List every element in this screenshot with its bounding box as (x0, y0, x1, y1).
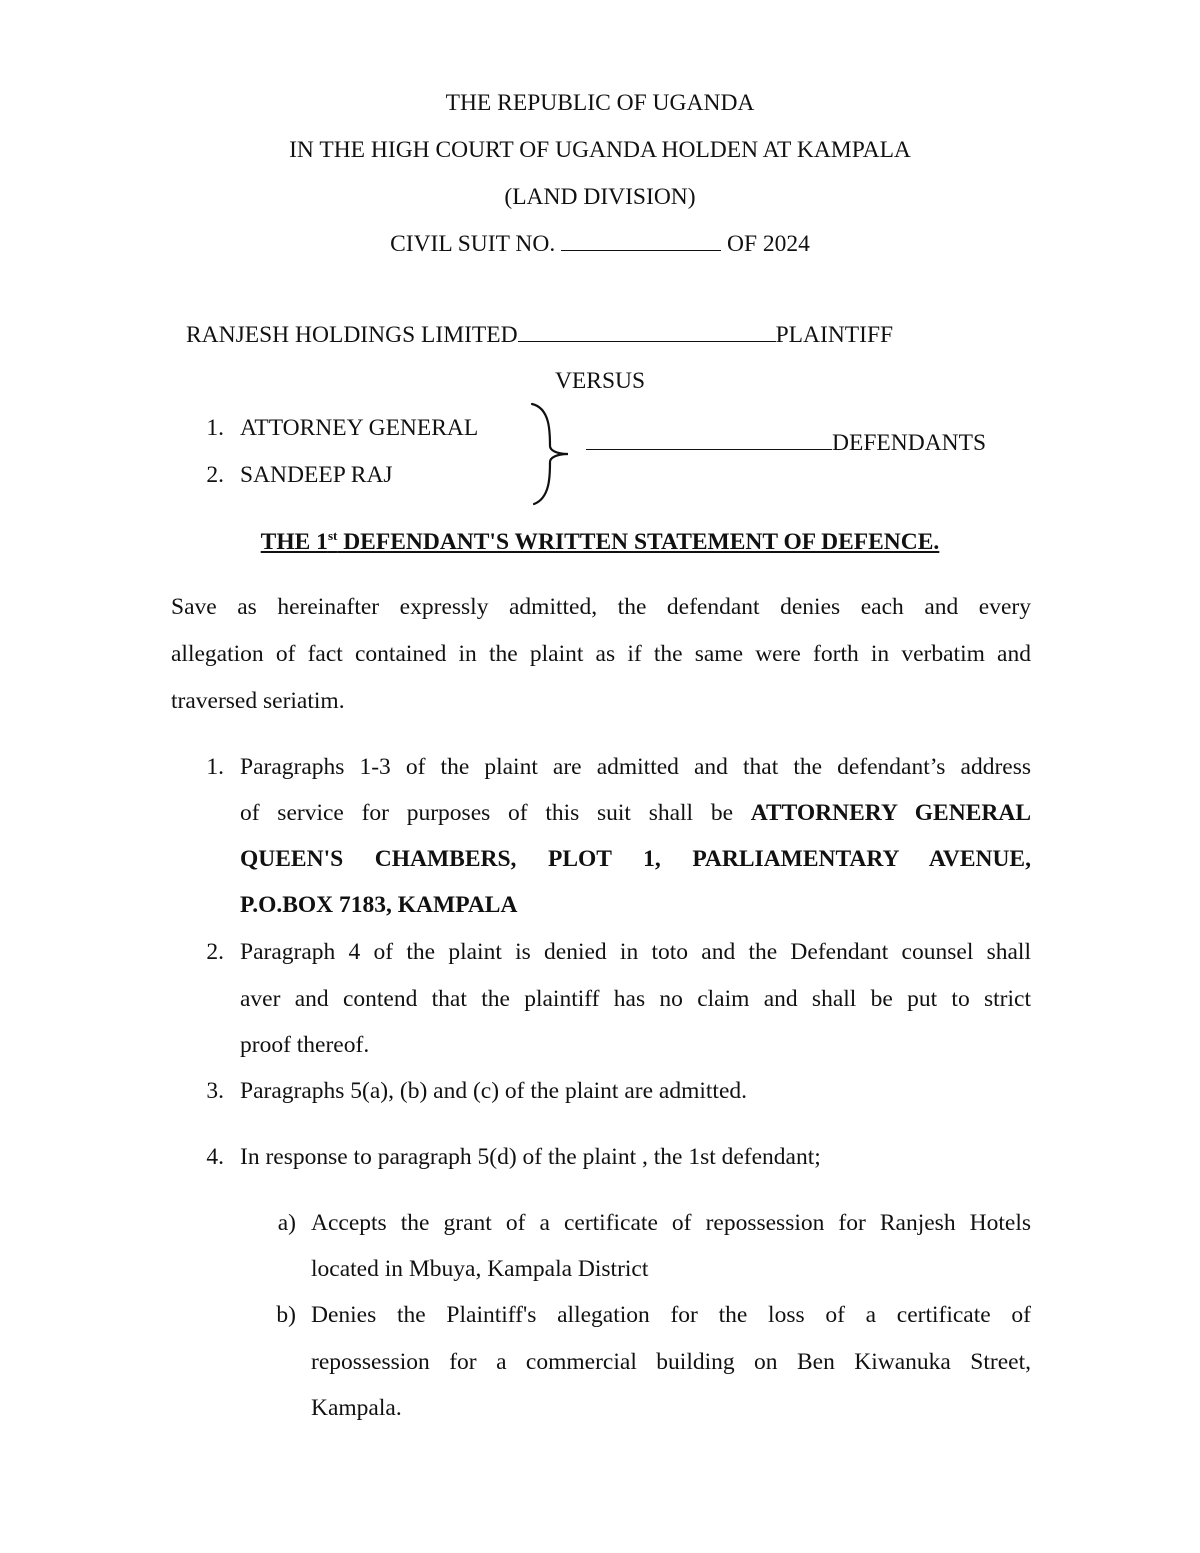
versus-label: VERSUS (554, 368, 646, 394)
paragraph-number: 2. (206, 939, 224, 965)
address-line: P.O.BOX 7183, KAMPALA (240, 892, 518, 918)
paragraph-line: aver and contend that the plaintiff has no claim and shall be put to strict (240, 986, 1031, 1012)
defendants-role: DEFENDANTS (832, 430, 987, 456)
curly-brace (524, 402, 574, 506)
paragraph-line: proof thereof. (240, 1032, 370, 1058)
paragraph-line: Paragraphs 5(a), (b) and (c) of the plaint are admitted. (240, 1078, 747, 1104)
suit-prefix: CIVIL SUIT NO. (390, 231, 556, 257)
plaintiff-name: RANJESH HOLDINGS LIMITED (186, 322, 518, 348)
address-line: QUEEN'S CHAMBERS, PLOT 1, PARLIAMENTARY AVENUE, (240, 846, 1031, 872)
court-heading: IN THE HIGH COURT OF UGANDA HOLDEN AT KAMPALA (289, 137, 911, 163)
document-title: THE 1st DEFENDANT'S WRITTEN STATEMENT OF DEFENCE. (260, 528, 940, 555)
paragraph-number: 4. (206, 1144, 224, 1170)
address-bold: ATTORNERY GENERAL (750, 800, 1031, 826)
defendants-rule (586, 448, 832, 450)
plaintiff-rule (518, 340, 776, 342)
paragraph-line: In response to paragraph 5(d) of the plaint , the 1st defendant; (240, 1144, 821, 1170)
sub-paragraph-line: located in Mbuya, Kampala District (311, 1256, 649, 1282)
defendant-number: 1. (206, 415, 224, 441)
republic-heading: THE REPUBLIC OF UGANDA (445, 90, 755, 116)
plaintiff-line (186, 322, 893, 349)
defendant-name: SANDEEP RAJ (240, 462, 393, 488)
sub-paragraph-label: a) (277, 1210, 296, 1236)
sub-paragraph-label: b) (276, 1302, 296, 1328)
suit-suffix: OF 2024 (726, 231, 810, 257)
intro-line: traversed seriatim. (171, 688, 345, 714)
civil-suit-line (0, 231, 1200, 258)
sub-paragraph-line: repossession for a commercial building on Ben Kiwanuka Street, (311, 1349, 1031, 1375)
sub-paragraph-line: Accepts the grant of a certificate of repossession for Ranjesh Hotels (311, 1210, 1031, 1236)
sub-paragraph-line: Kampala. (311, 1395, 402, 1421)
defendant-number: 2. (206, 462, 224, 488)
paragraph-line: of service for purposes of this suit shall be ATTORNERY GENERAL (240, 800, 1031, 826)
intro-line: Save as hereinafter expressly admitted, the defendant denies each and every (171, 594, 1031, 620)
paragraph-line: Paragraph 4 of the plaint is denied in toto and the Defendant counsel shall (240, 939, 1031, 965)
paragraph-number: 1. (206, 754, 224, 780)
plaintiff-role: PLAINTIFF (775, 322, 894, 348)
paragraph-number: 3. (206, 1078, 224, 1104)
paragraph-line: Paragraphs 1-3 of the plaint are admitted and that the defendant’s address (240, 754, 1031, 780)
division-heading: (LAND DIVISION) (504, 184, 696, 210)
intro-line: allegation of fact contained in the plaint as if the same were forth in verbatim and (171, 641, 1031, 667)
defendants-line (586, 430, 986, 457)
sub-paragraph-line: Denies the Plaintiff's allegation for the loss of a certificate of (311, 1302, 1031, 1328)
suit-number-blank (561, 249, 721, 251)
defendant-name: ATTORNEY GENERAL (240, 415, 479, 441)
